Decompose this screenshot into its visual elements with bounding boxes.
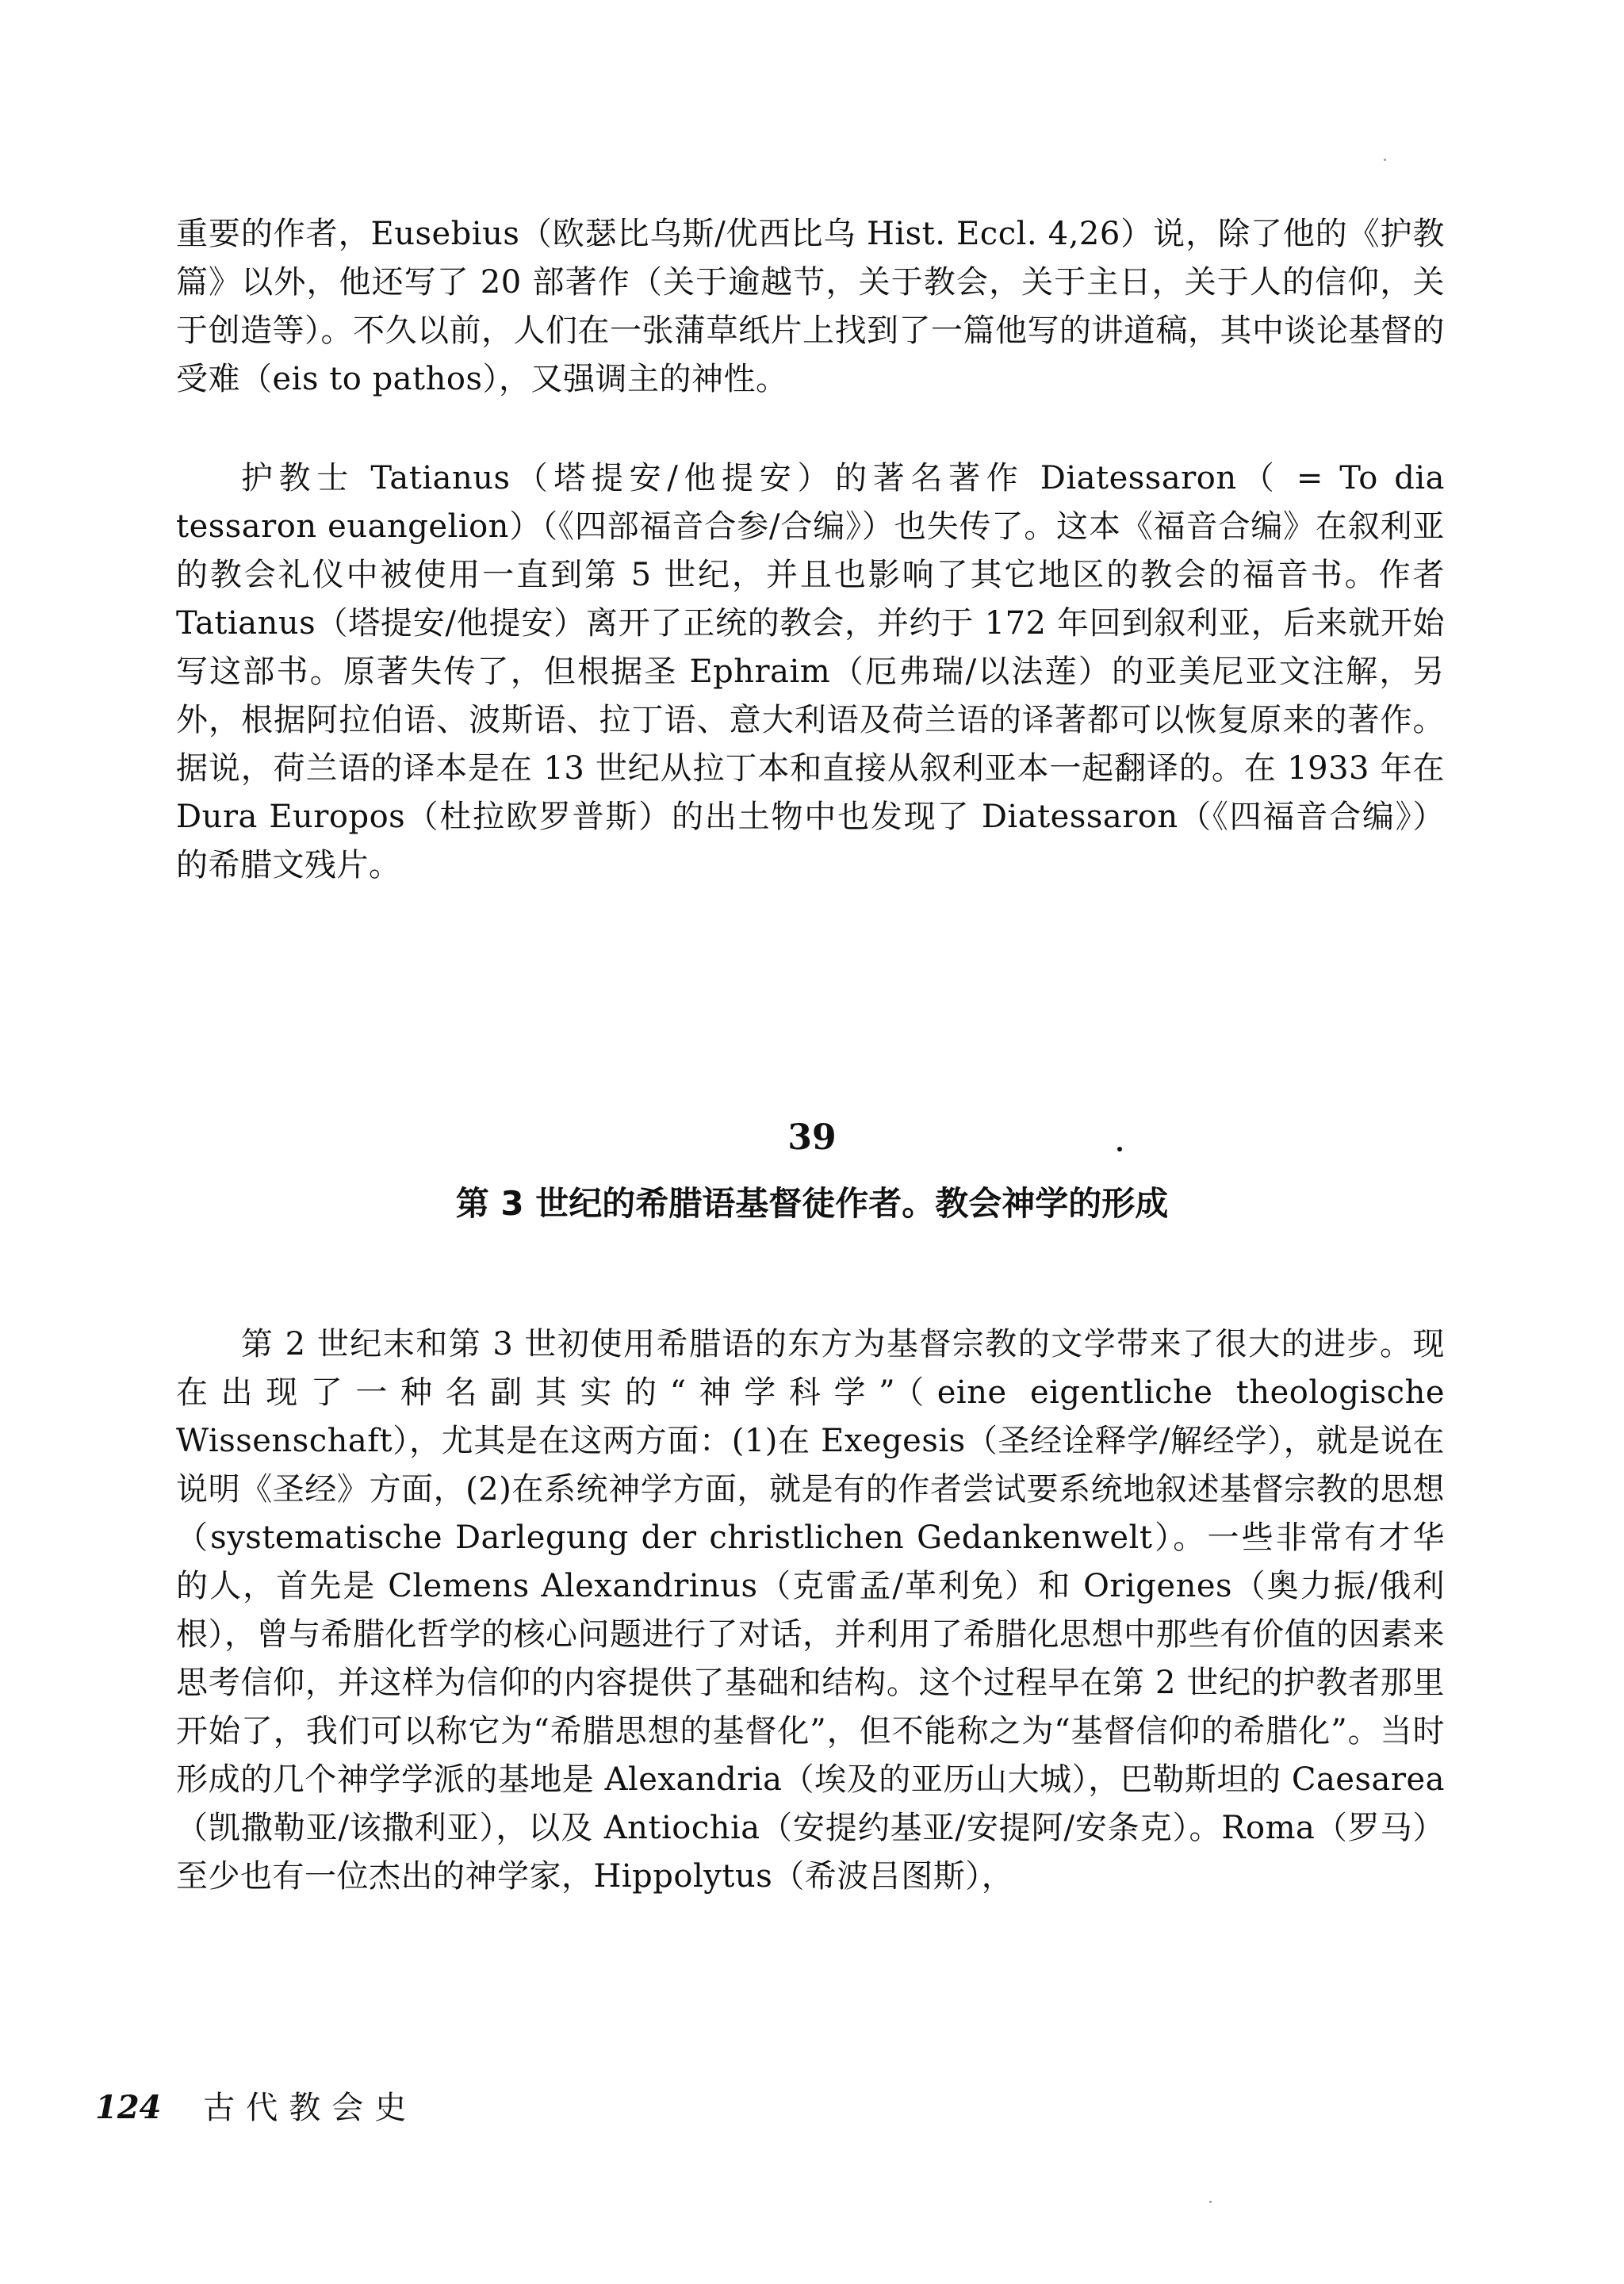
page-number: 124 — [95, 2089, 162, 2126]
running-book-title: 古代教会史 — [203, 2090, 418, 2126]
paragraph-continuation: 重要的作者，Eusebius（欧瑟比乌斯/优西比乌 Hist. Eccl. 4,26）说，除了他的《护教篇》以外，他还写了 20 部著作（关于逾越节，关于教会，关于主日，关于人的信仰，关于创造等）。不久以前，人们在一张蒲草纸片上找到了一篇他写的讲道稿，其中谈论基督的受难（eis to pathos），又强调主的神性。 — [176, 216, 1445, 397]
page-footer — [95, 2086, 417, 2130]
chapter-title: 第 3 世纪的希腊语基督徒作者。教会神学的形成 — [455, 1184, 1169, 1223]
scan-speck — [1209, 2201, 1212, 2203]
paragraph-greek-authors: 第 2 世纪末和第 3 世初使用希腊语的东方为基督宗教的文学带来了很大的进步。现在出现了一种名副其实的“神学科学”（eine eigentliche theologische Wissenschaft），尤其是在这两方面：(1)在 Exegesis（圣经诠释学/解经学），就是说在说明《圣经》方面，(2)在系统神学方面，就是有的作者尝试要系统地叙述基督宗教的思想（systematische Darlegung der christlichen Gedankenwelt）。一些非常有才华的人，首先是 Clemens Alexandrinus（克雷孟/革利免）和 Origenes（奥力振/俄利根），曾与希腊化哲学的核心问题进行了对话，并利用了希腊化思想中那些有价值的因素来思考信仰，并这样为信仰的内容提供了基础和结构。这个过程早在第 2 世纪的护教者那里开始了，我们可以称它为“希腊思想的基督化”，但不能称之为“基督信仰的希腊化”。当时形成的几个神学学派的基地是 Alexandria（埃及的亚历山大城），巴勒斯坦的 Caesarea（凯撒勒亚/该撒利亚），以及 Antiochia（安提约基亚/安提阿/安条克）。Roma（罗马）至少也有一位杰出的神学家，Hippolytus（希波吕图斯）， — [176, 1326, 1445, 1895]
scan-speck — [1384, 159, 1386, 161]
chapter-number: 39 — [787, 1117, 837, 1158]
paragraph-tatianus: 护教士 Tatianus（塔提安/他提安）的著名著作 Diatessaron（ = To dia tessaron euangelion）（《四部福音合参/合编》）也失传了。这本《福音合编》在叙利亚的教会礼仪中被使用一直到第 5 世纪，并且也影响了其它地区的教会的福音书。作者 Tatianus（塔提安/他提安）离开了正统的教会，并约于 172 年回到叙利亚，后来就开始写这部书。原著失传了，但根据圣 Ephraim（厄弗瑞/以法莲）的亚美尼亚文注解，另外，根据阿拉伯语、波斯语、拉丁语、意大利语及荷兰语的译著都可以恢复原来的著作。据说，荷兰语的译本是在 13 世纪从拉丁本和直接从叙利亚本一起翻译的。在 1933 年在 Dura Europos（杜拉欧罗普斯）的出土物中也发现了 Diatessaron（《四福音合编》）的希腊文残片。 — [176, 460, 1445, 883]
decorative-dot — [1117, 1147, 1122, 1152]
